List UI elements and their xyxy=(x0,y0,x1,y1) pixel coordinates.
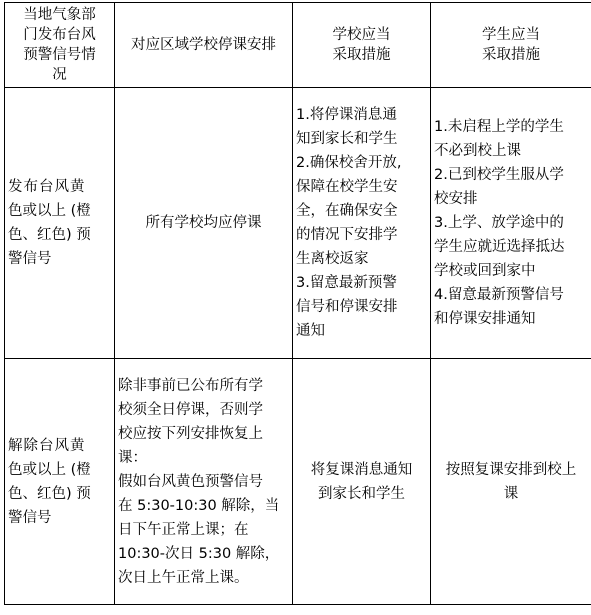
arrangement-cell xyxy=(115,359,293,605)
school-measures-cell xyxy=(293,359,431,605)
cell-line: 保障在校学生安 xyxy=(296,179,398,195)
cell-line: 学生应就近选择抵达 xyxy=(434,239,565,255)
cell-line: 10:30-次日 5:30 解除， xyxy=(118,545,280,562)
cell-line: 学校或回到家中 xyxy=(434,263,536,279)
signal-cell xyxy=(5,88,115,359)
cell-line: 课： xyxy=(118,449,147,466)
cell-line: 色、红色) 预 xyxy=(8,485,91,502)
cell-line: 所有学校均应停课 xyxy=(145,215,262,231)
cell-line: 发布台风黄 xyxy=(8,179,86,195)
cell-line: 的情况下安排学 xyxy=(296,227,398,243)
cell-line: 通知 xyxy=(296,323,325,339)
cell-line: 知到家长和学生 xyxy=(296,131,398,147)
cell-line: 除非事前已公布所有学 xyxy=(118,377,263,394)
cell-line: 在 5:30-10:30 解除，当 xyxy=(118,497,280,514)
header-signal-status xyxy=(5,3,115,88)
table-header-row xyxy=(5,3,591,88)
cell-line: 色或以上 (橙 xyxy=(8,203,91,219)
cell-line: 全，在确保安全 xyxy=(296,203,398,219)
cell-line: 警信号 xyxy=(8,251,52,267)
header-line: 采取措施 xyxy=(332,47,391,63)
cell-line: 2.已到校学生服从学 xyxy=(434,167,564,183)
header-line: 况 xyxy=(52,67,67,83)
cell-line: 4.留意最新预警信号 xyxy=(434,287,564,303)
cell-line: 按照复课安排到校上 xyxy=(445,461,577,478)
header-line: 门发布台风 xyxy=(23,27,96,43)
signal-cell xyxy=(5,359,115,605)
header-school-measures xyxy=(293,3,431,88)
header-school-arrangement: 对应区域学校停课安排 xyxy=(115,3,293,88)
cell-line: 1.未启程上学的学生 xyxy=(434,119,564,135)
cell-line: 不必到校上课 xyxy=(434,143,521,159)
cell-line: 警信号 xyxy=(8,509,52,526)
table-row xyxy=(5,88,591,359)
header-line: 预警信号情 xyxy=(23,47,96,63)
cell-line: 日下午正常上课；在 xyxy=(118,521,249,538)
cell-line: 次日上午正常上课。 xyxy=(118,569,249,586)
cell-line: 2.确保校舍开放, xyxy=(296,155,402,171)
school-measures-cell xyxy=(293,88,431,359)
header-student-measures xyxy=(431,3,591,88)
header-line: 学生应当 xyxy=(482,27,540,43)
cell-line: 解除台风黄 xyxy=(8,437,86,454)
cell-line: 到家长和学生 xyxy=(318,485,405,502)
cell-line: 1.将停课消息通 xyxy=(296,107,397,123)
cell-line: 课 xyxy=(503,485,519,502)
cell-line: 3.留意最新预警 xyxy=(296,275,397,291)
cell-line: 生离校返家 xyxy=(296,251,369,267)
arrangement-cell xyxy=(115,88,293,359)
cell-line: 校须全日停课，否则学 xyxy=(118,401,263,418)
cell-line: 3.上学、放学途中的 xyxy=(434,215,564,231)
typhoon-school-arrangement-table xyxy=(4,2,591,605)
cell-line: 校应按下列安排恢复上 xyxy=(118,425,263,442)
cell-line: 和停课安排通知 xyxy=(434,311,536,327)
cell-line: 假如台风黄色预警信号 xyxy=(118,473,263,490)
student-measures-cell xyxy=(431,359,591,605)
student-measures-cell xyxy=(431,88,591,359)
cell-line: 色或以上 (橙 xyxy=(8,461,91,478)
header-line: 学校应当 xyxy=(332,27,391,43)
table-row xyxy=(5,359,591,605)
header-line: 当地气象部 xyxy=(23,7,96,23)
cell-line: 校安排 xyxy=(434,191,478,207)
cell-line: 色、红色) 预 xyxy=(8,227,91,243)
header-line: 采取措施 xyxy=(482,47,540,63)
cell-line: 信号和停课安排 xyxy=(296,299,398,315)
cell-line: 将复课消息通知 xyxy=(310,461,413,478)
